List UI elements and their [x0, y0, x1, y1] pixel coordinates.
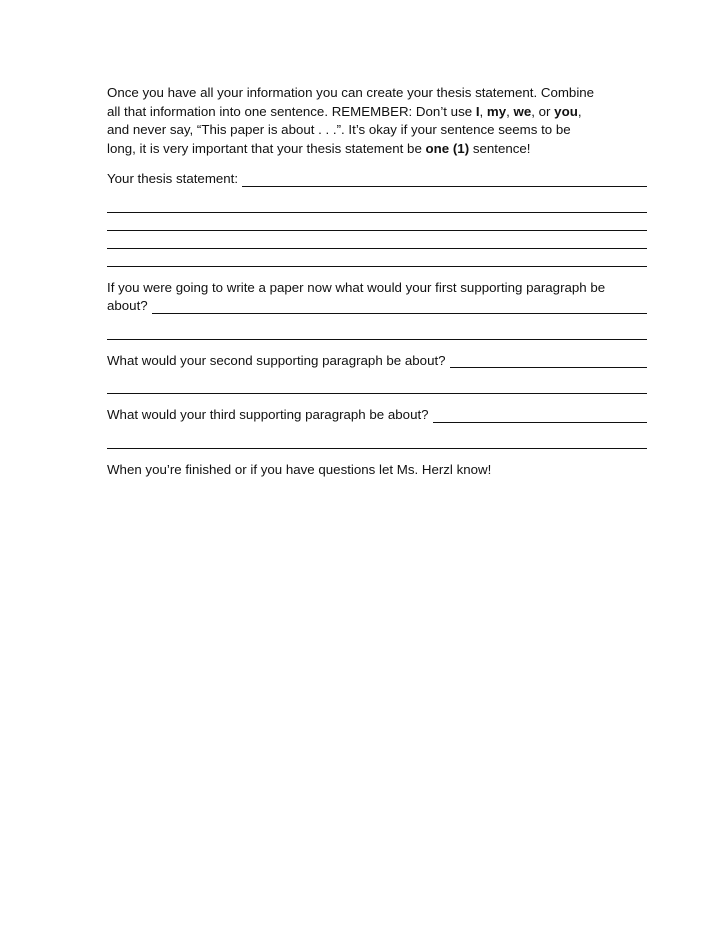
q2-block	[107, 352, 647, 395]
worksheet-page	[107, 84, 647, 479]
q3-block	[107, 406, 647, 449]
intro-paragraph	[107, 84, 647, 158]
intro-line-4: long, it is very important that your thesis statement be one (1) sentence!	[107, 140, 531, 156]
q1-block	[107, 279, 647, 340]
q3-field[interactable]	[107, 406, 647, 425]
intro-line-3: and never say, “This paper is about . . .”. It’s okay if your sentence seems to be	[107, 122, 571, 137]
thesis-line-3[interactable]	[107, 231, 647, 249]
thesis-block	[107, 170, 647, 267]
q2-blank[interactable]	[450, 353, 647, 368]
thesis-line-1[interactable]	[107, 195, 647, 213]
word-you: you	[554, 103, 578, 119]
q3-label: What would your third supporting paragraph be about?	[107, 407, 429, 422]
thesis-field[interactable]	[107, 170, 647, 189]
q2-line-extra[interactable]	[107, 376, 647, 394]
word-we: we	[513, 103, 532, 119]
word-my: my	[486, 103, 507, 119]
q3-line-extra[interactable]	[107, 431, 647, 449]
q1-label: about?	[107, 298, 148, 313]
one-sentence-emphasis: one (1)	[425, 140, 470, 156]
q1-blank[interactable]	[152, 299, 647, 314]
intro-line-1: Once you have all your information you can create your thesis statement. Combine	[107, 85, 595, 100]
thesis-line-2[interactable]	[107, 213, 647, 231]
q1-field[interactable]	[107, 297, 647, 316]
q1-line-extra[interactable]	[107, 322, 647, 340]
thesis-blank[interactable]	[242, 172, 647, 187]
closing-note: When you’re finished or if you have questions let Ms. Herzl know!	[107, 461, 492, 477]
q1-line-1: If you were going to write a paper now what would your first supporting paragraph be	[107, 279, 606, 295]
q2-field[interactable]	[107, 352, 647, 371]
q2-label: What would your second supporting paragraph be about?	[107, 352, 446, 368]
thesis-label: Your thesis statement:	[107, 171, 239, 186]
thesis-line-4[interactable]	[107, 249, 647, 267]
q3-blank[interactable]	[433, 408, 647, 423]
word-i: I	[475, 103, 480, 119]
intro-line-2: all that information into one sentence. REMEMBER: Don’t use I, my, we, or you,	[107, 103, 582, 119]
